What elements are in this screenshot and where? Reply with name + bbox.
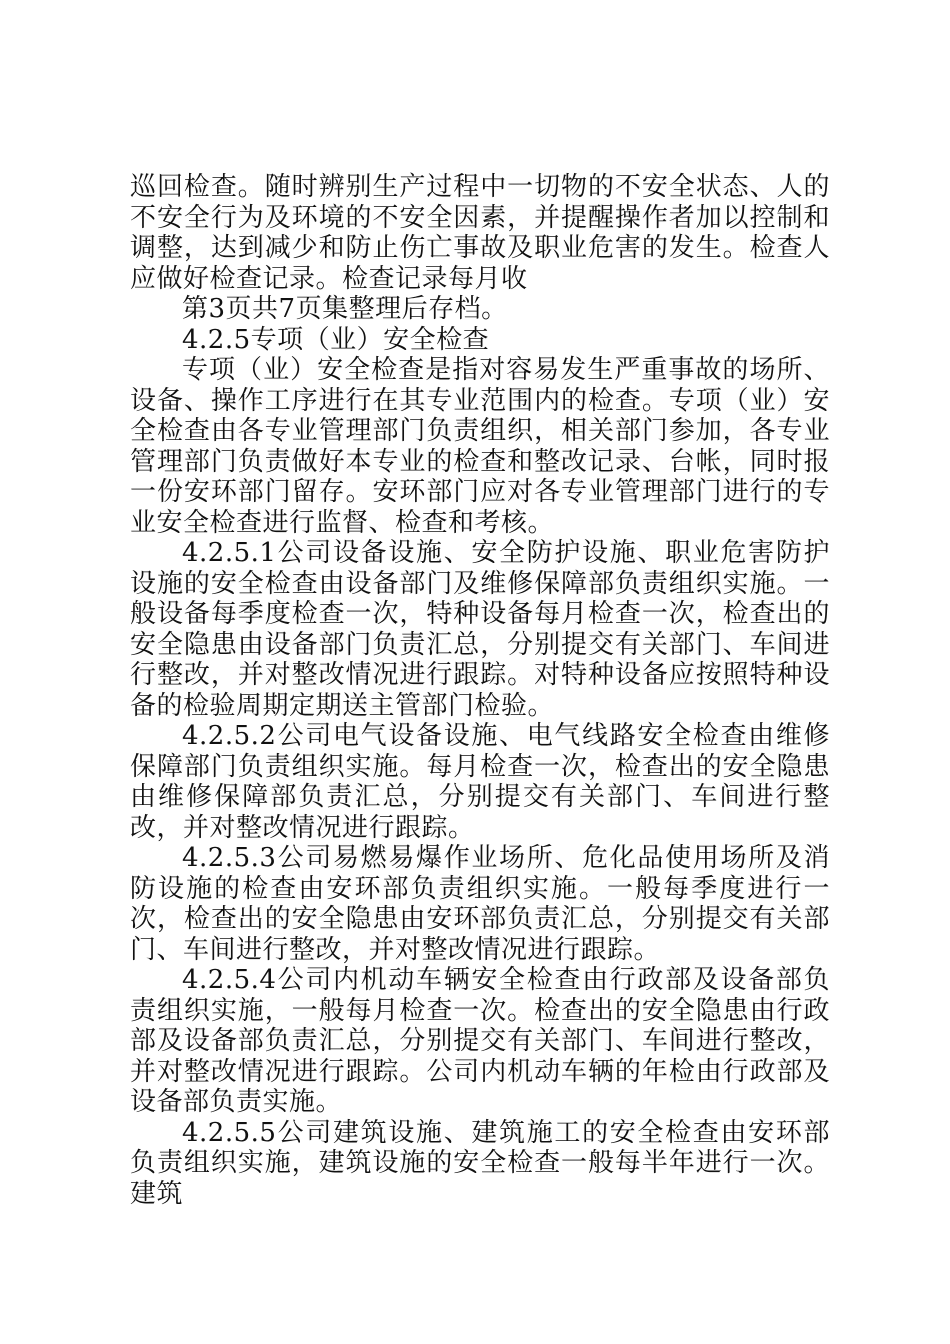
paragraph-4-2-5-5: 4.2.5.5公司建筑设施、建筑施工的安全检查由安环部负责组织实施，建筑设施的安全检查一般每半年进行一次。建筑 (130, 1117, 830, 1209)
paragraph-4-2-5-2: 4.2.5.2公司电气设备设施、电气线路安全检查由维修保障部门负责组织实施。每月检查一次，检查出的安全隐患由维修保障部负责汇总，分别提交有关部门、车间进行整改，并对整改情况进行跟踪。 (130, 721, 830, 843)
paragraph-continuation: 巡回检查。随时辨别生产过程中一切物的不安全状态、人的不安全行为及环境的不安全因素，并提醒操作者加以控制和调整，达到减少和防止伤亡事故及职业危害的发生。检查人应做好检查记录。检查记录每月收 (130, 172, 830, 294)
section-heading-4-2-5: 4.2.5专项（业）安全检查 (182, 324, 490, 355)
document-page (130, 172, 830, 1209)
paragraph-4-2-5-3: 4.2.5.3公司易燃易爆作业场所、危化品使用场所及消防设施的检查由安环部负责组织实施。一般每季度进行一次，检查出的安全隐患由安环部负责汇总，分别提交有关部门、车间进行整改，并对整改情况进行跟踪。 (130, 843, 830, 965)
paragraph-4-2-5-4: 4.2.5.4公司内机动车辆安全检查由行政部及设备部负责组织实施，一般每月检查一次。检查出的安全隐患由行政部及设备部负责汇总，分别提交有关部门、车间进行整改，并对整改情况进行跟踪。公司内机动车辆的年检由行政部及设备部负责实施。 (130, 965, 830, 1117)
paragraph-special-inspection: 专项（业）安全检查是指对容易发生严重事故的场所、设备、操作工序进行在其专业范围内的检查。专项（业）安全检查由各专业管理部门负责组织，相关部门参加，各专业管理部门负责做好本专业的检查和整改记录、台帐，同时报一份安环部门留存。安环部门应对各专业管理部门进行的专业安全检查进行监督、检查和考核。 (130, 355, 830, 538)
paragraph-4-2-5-1: 4.2.5.1公司设备设施、安全防护设施、职业危害防护设施的安全检查由设备部门及维修保障部负责组织实施。一般设备每季度检查一次，特种设备每月检查一次，检查出的安全隐患由设备部门负责汇总，分别提交有关部门、车间进行整改，并对整改情况进行跟踪。对特种设备应按照特种设备的检验周期定期送主管部门检验。 (130, 538, 830, 721)
paragraph-page-footer-text: 第3页共7页集整理后存档。 (182, 294, 508, 324)
